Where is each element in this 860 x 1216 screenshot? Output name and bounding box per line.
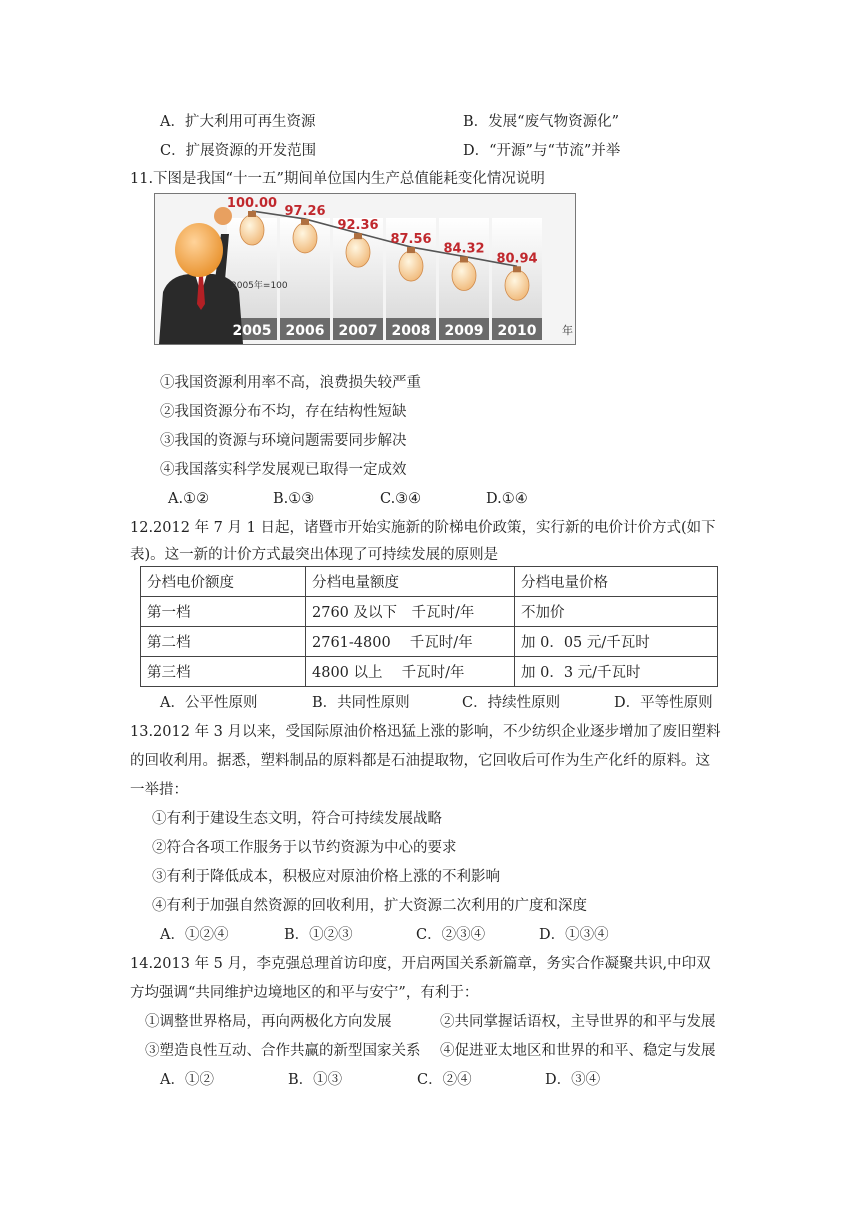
- lightbulb-icon: [293, 223, 317, 253]
- q13-option-a: A．①②④: [160, 927, 229, 943]
- q11-item-3: ③我国的资源与环境问题需要同步解决: [160, 433, 407, 449]
- value-label: 87.56: [390, 232, 432, 248]
- q13-item-1: ①有利于建设生态文明，符合可持续发展战略: [152, 811, 442, 827]
- table-cell: 第一档: [141, 597, 306, 627]
- q13-stem-line-3: 一举措：: [130, 782, 188, 798]
- q14-option-c: C．②④: [417, 1072, 472, 1088]
- lightbulb-icon: [452, 260, 476, 290]
- q10-option-a: A．扩大利用可再生资源: [160, 114, 316, 130]
- energy-chart-svg: [155, 194, 575, 344]
- lightbulb-icon: [346, 237, 370, 267]
- year-label: 2005: [232, 323, 272, 339]
- q11-item-2: ②我国资源分布不均，存在结构性短缺: [160, 404, 407, 420]
- q12-stem-line-2: 表)。这一新的计价方式最突出体现了可持续发展的原则是: [130, 547, 499, 563]
- table-row: [141, 597, 718, 627]
- q11-option-c: C.③④: [380, 491, 422, 507]
- tiered-price-table: [140, 566, 718, 687]
- q13-item-2: ②符合各项工作服务于以节约资源为中心的要求: [152, 840, 457, 856]
- q13-item-3: ③有利于降低成本，积极应对原油价格上涨的不利影响: [152, 869, 500, 885]
- lightbulb-icon: [399, 251, 423, 281]
- q14-stem-line-1: 14.2013 年 5 月，李克强总理首访印度，开启两国关系新篇章，务实合作凝聚共识,中印双: [130, 956, 711, 972]
- year-label: 2009: [444, 323, 484, 339]
- q14-item-2: ②共同掌握话语权，主导世界的和平与发展: [440, 1014, 716, 1030]
- year-unit-label: 年: [562, 324, 573, 337]
- energy-consumption-figure: [154, 193, 576, 345]
- q10-option-d: D．“开源”与“节流”并举: [463, 143, 621, 159]
- q14-option-a: A．①②: [160, 1072, 214, 1088]
- q12-option-c: C．持续性原则: [462, 695, 561, 711]
- value-label: 84.32: [443, 241, 485, 257]
- table-cell: 2761-4800 千瓦时/年: [306, 627, 515, 657]
- q13-option-b: B．①②③: [284, 927, 353, 943]
- q11-stem: 11.下图是我国“十一五”期间单位国内生产总值能耗变化情况说明: [130, 171, 545, 187]
- q11-option-a: A.①②: [168, 491, 210, 507]
- q10-option-b: B．发展“废气物资源化”: [463, 114, 619, 130]
- q12-option-d: D．平等性原则: [614, 695, 713, 711]
- table-header-cell: 分档电量价格: [515, 567, 718, 597]
- bulb-base: [248, 211, 256, 217]
- lightbulb-icon: [505, 270, 529, 300]
- value-label: 92.36: [337, 218, 379, 234]
- q11-option-d: D.①④: [486, 491, 528, 507]
- q14-item-1: ①调整世界格局，再向两极化方向发展: [145, 1014, 392, 1030]
- q11-item-1: ①我国资源利用率不高，浪费损失较严重: [160, 375, 421, 391]
- table-cell: 第二档: [141, 627, 306, 657]
- q12-stem-line-1: 12.2012 年 7 月 1 日起，诸暨市开始实施新的阶梯电价政策，实行新的电价计价方式(如下: [130, 520, 716, 536]
- q10-option-c: C．扩展资源的开发范围: [160, 143, 317, 159]
- year-label: 2010: [497, 323, 537, 339]
- bulb-base: [301, 219, 309, 225]
- q11-item-4: ④我国落实科学发展观已取得一定成效: [160, 462, 407, 478]
- q14-option-b: B．①③: [288, 1072, 343, 1088]
- bulb-base: [460, 256, 468, 262]
- value-label: 97.26: [284, 203, 326, 219]
- table-cell: 加 0．3 元/千瓦时: [515, 657, 718, 687]
- table-header-cell: 分档电量额度: [306, 567, 515, 597]
- table-cell: 2760 及以下 千瓦时/年: [306, 597, 515, 627]
- year-label: 2008: [391, 323, 431, 339]
- q14-option-d: D．③④: [545, 1072, 601, 1088]
- year-label: 2007: [338, 323, 378, 339]
- lightbulb-icon: [240, 215, 264, 245]
- table-row: [141, 627, 718, 657]
- q12-option-b: B．共同性原则: [312, 695, 410, 711]
- q13-stem-line-1: 13.2012 年 3 月以来，受国际原油价格迅猛上涨的影响，不少纺织企业逐步增加了废旧塑料: [130, 724, 721, 740]
- table-cell: 第三档: [141, 657, 306, 687]
- bulb-base: [513, 266, 521, 272]
- table-header-cell: 分档电价额度: [141, 567, 306, 597]
- year-label: 2006: [285, 323, 325, 339]
- value-label: 100.00: [226, 196, 278, 211]
- q11-option-b: B.①③: [273, 491, 315, 507]
- value-label: 80.94: [496, 251, 538, 267]
- q14-item-3: ③塑造良性互动、合作共赢的新型国家关系: [145, 1043, 421, 1059]
- bulb-base: [407, 247, 415, 253]
- q13-option-d: D．①③④: [539, 927, 609, 943]
- table-cell: 不加价: [515, 597, 718, 627]
- q14-stem-line-2: 方均强调“共同维护边境地区的和平与安宁”，有利于：: [130, 985, 479, 1001]
- index-note: 2005年=100: [231, 281, 288, 291]
- table-cell: 加 0．05 元/千瓦时: [515, 627, 718, 657]
- q13-option-c: C．②③④: [416, 927, 486, 943]
- q13-item-4: ④有利于加强自然资源的回收利用，扩大资源二次利用的广度和深度: [152, 898, 587, 914]
- q12-option-a: A．公平性原则: [160, 695, 258, 711]
- q13-stem-line-2: 的回收利用。据悉，塑料制品的原料都是石油提取物，它回收后可作为生产化纤的原料。这: [130, 753, 710, 769]
- table-row: [141, 657, 718, 687]
- bulb-base: [354, 233, 362, 239]
- table-header-row: [141, 567, 718, 597]
- table-cell: 4800 以上 千瓦时/年: [306, 657, 515, 687]
- q14-item-4: ④促进亚太地区和世界的和平、稳定与发展: [440, 1043, 716, 1059]
